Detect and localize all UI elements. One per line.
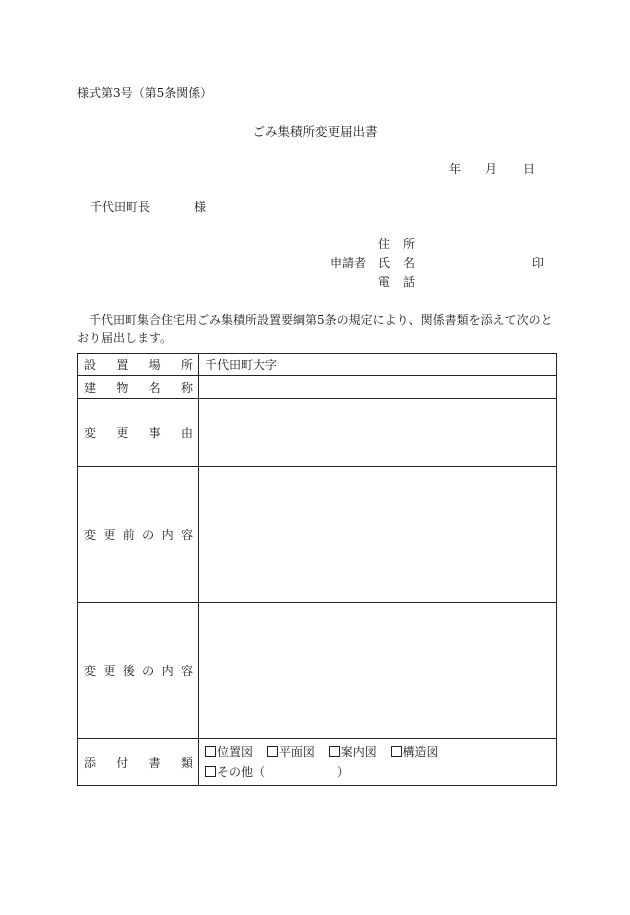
- attachments-label: [78, 739, 199, 786]
- label-char: 後: [122, 664, 135, 678]
- row-building: [78, 376, 557, 399]
- label-char: 前: [122, 528, 135, 542]
- label-char: 付: [116, 755, 129, 770]
- location-value: 千代田町大字: [205, 358, 278, 372]
- label-char: 類: [180, 755, 193, 770]
- checkbox-icon[interactable]: [205, 746, 216, 757]
- phone-label-2: 話: [403, 275, 416, 289]
- document-title: ごみ集積所変更届出書: [252, 124, 378, 139]
- building-field[interactable]: [199, 376, 557, 399]
- address-label-1: 住: [378, 237, 391, 251]
- attachment-label: 構造図: [402, 745, 439, 759]
- label-char: 称: [180, 380, 193, 395]
- applicant-phone-row[interactable]: [330, 273, 550, 289]
- form-table: [77, 353, 557, 786]
- applicant-address-row[interactable]: [330, 235, 550, 251]
- checkbox-icon[interactable]: [205, 766, 216, 777]
- label-char: 設: [84, 358, 97, 372]
- seal-mark: 印: [532, 256, 545, 270]
- attachment-location-map[interactable]: [205, 745, 253, 759]
- label-char: 更: [116, 426, 129, 440]
- other-open-label: その他（: [217, 765, 266, 779]
- label-char: 更: [103, 528, 116, 542]
- date-year[interactable]: 年: [449, 162, 462, 176]
- attachment-label: 位置図: [217, 745, 254, 759]
- after-label: [78, 603, 199, 739]
- date-day[interactable]: 日: [523, 162, 536, 176]
- label-char: 変: [84, 528, 97, 542]
- checkbox-icon[interactable]: [267, 746, 278, 757]
- reason-field[interactable]: [199, 399, 557, 467]
- building-label: [78, 376, 199, 399]
- label-char: 置: [116, 358, 129, 372]
- label-char: 内: [161, 664, 174, 678]
- label-char: 書: [148, 755, 161, 770]
- attachment-label: 案内図: [340, 745, 377, 759]
- name-label-1: 氏: [378, 256, 391, 270]
- location-field[interactable]: [199, 354, 557, 376]
- other-close-label: ）: [337, 765, 350, 779]
- label-char: 容: [180, 528, 193, 542]
- checkbox-icon[interactable]: [329, 746, 340, 757]
- label-char: 容: [180, 664, 193, 678]
- row-attachments: [78, 739, 557, 786]
- attachment-other[interactable]: [205, 762, 556, 782]
- before-label: [78, 467, 199, 603]
- row-reason: [78, 399, 557, 467]
- before-field[interactable]: [199, 467, 557, 603]
- intro-paragraph: 千代田町集合住宅用ごみ集積所設置要綱第5条の規定により、関係書類を添えて次のとおり届出します。: [77, 313, 553, 345]
- row-before: [78, 467, 557, 603]
- row-after: [78, 603, 557, 739]
- reason-label: [78, 399, 199, 467]
- location-label: [78, 354, 199, 376]
- label-char: 添: [84, 755, 97, 770]
- date-month[interactable]: 月: [485, 162, 498, 176]
- label-char: 物: [116, 380, 129, 395]
- name-label-2: 名: [403, 256, 416, 270]
- addressee-name: 千代田町長: [90, 200, 151, 214]
- row-location: [78, 354, 557, 376]
- attachment-label: 平面図: [278, 745, 315, 759]
- addressee: [90, 198, 206, 215]
- label-char: 変: [84, 426, 97, 440]
- label-char: 内: [161, 528, 174, 542]
- attachment-guide-map[interactable]: [329, 745, 377, 759]
- address-label-2: 所: [403, 237, 416, 251]
- applicant-name-row[interactable]: [330, 254, 550, 270]
- label-char: 場: [148, 358, 161, 372]
- checkbox-icon[interactable]: [391, 746, 402, 757]
- label-char: 更: [103, 664, 116, 678]
- label-char: の: [142, 664, 155, 678]
- attachment-structure-drawing[interactable]: [391, 745, 439, 759]
- label-char: 所: [180, 358, 193, 372]
- label-char: の: [142, 528, 155, 542]
- form-number: 様式第3号（第5条関係）: [77, 86, 213, 100]
- label-char: 名: [148, 380, 161, 395]
- attachments-field: [199, 739, 557, 786]
- after-field[interactable]: [199, 603, 557, 739]
- label-char: 変: [84, 664, 97, 678]
- applicant-label: 申請者: [330, 256, 367, 270]
- label-char: 建: [84, 380, 97, 395]
- label-char: 由: [180, 426, 193, 440]
- label-char: 事: [148, 426, 161, 440]
- date-line: [449, 160, 535, 177]
- phone-label-1: 電: [378, 275, 391, 289]
- addressee-honorific: 様: [194, 200, 207, 214]
- attachment-floor-plan[interactable]: [267, 745, 315, 759]
